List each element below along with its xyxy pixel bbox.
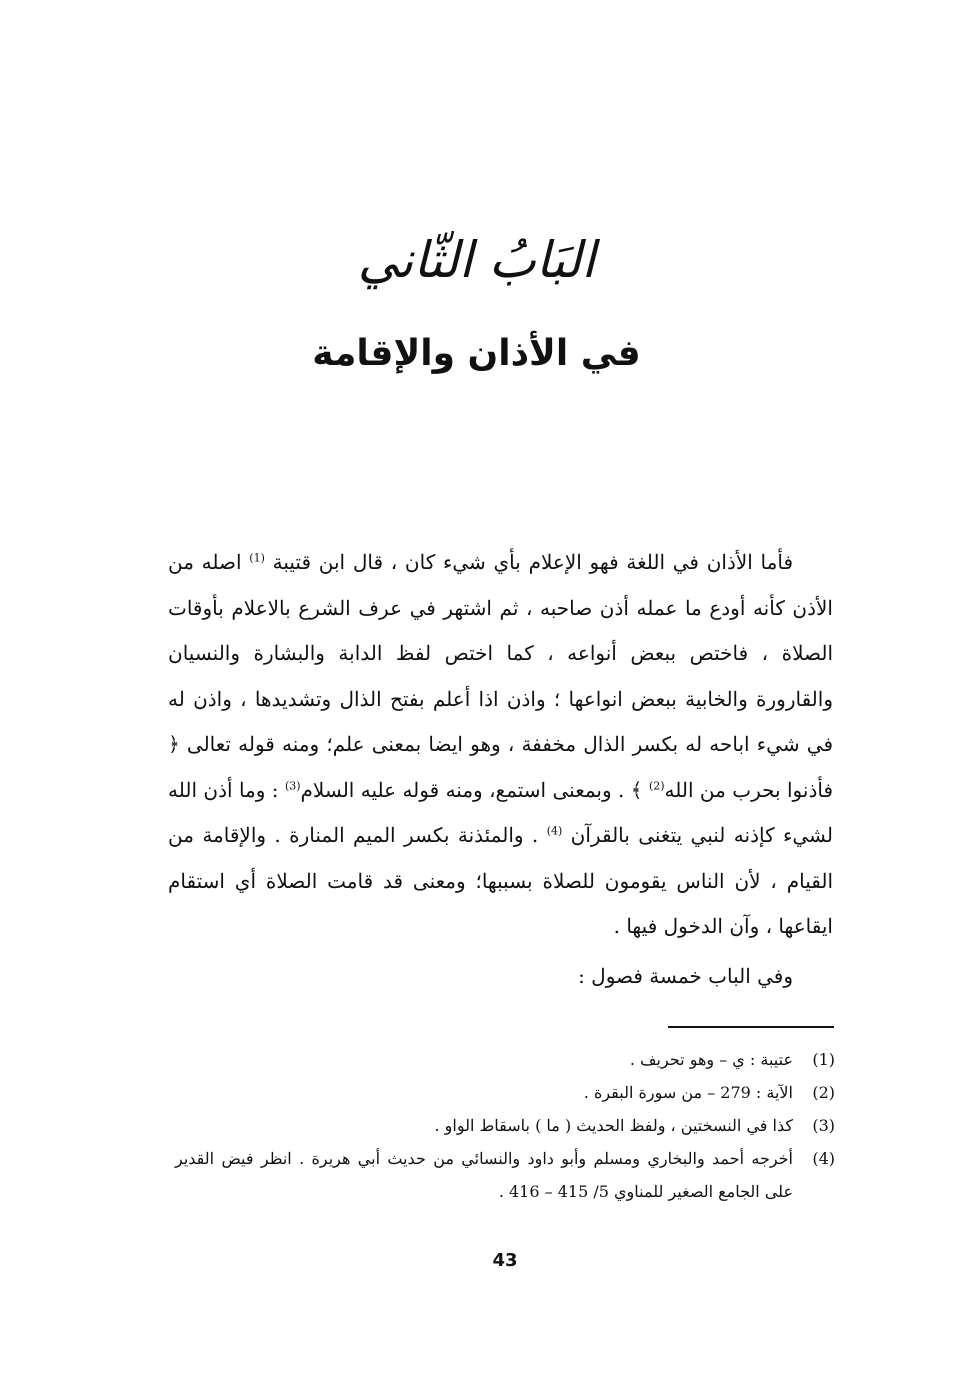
footnote-number: (4) xyxy=(812,1149,835,1168)
paragraph-chapters-note: وفي الباب خمسة فصول : xyxy=(578,963,793,988)
footnote-text: أخرجه أحمد والبخاري ومسلم وأبو داود والنسائي من حديث أبي هريرة . انظر فيض القدير على الجامع الصغير للمناوي 5/ 415 – 416 . xyxy=(175,1149,793,1201)
footnote-item xyxy=(175,1109,835,1142)
paragraph-text: ﴾ . وبمعنى استمع، ومنه قوله عليه السلام xyxy=(300,777,643,802)
footnote-text: الآية : 279 – من سورة البقرة . xyxy=(583,1083,793,1102)
footnote-number: (2) xyxy=(812,1083,835,1102)
footnote-item xyxy=(175,1043,835,1076)
footnote-divider xyxy=(668,1026,834,1028)
paragraph-text: : وما أذن الله لشيء كإذنه لنبي يتغنى بالقرآن xyxy=(168,777,833,847)
paragraph-text: اصله من الأذن كأنه أودع ما عمله أذن صاحبه ، ثم اشتهر في عرف الشرع بالاعلام بأوقات الصلاة ، فاختص ببعض أنواعه ، كما اختص لفظ الدابة والبشارة والنسيان والقارورة والخابية ببعض انواعها ؛ واذن اذا أعلم بفتح الذال وتشديدها ، واذن له في شيء اباحه له بكسر الذال مخففة ، وهو ايضا بمعنى علم؛ ومنه قوله تعالى ﴿ فأذنوا بحرب من الله xyxy=(168,550,834,802)
footnote-text: عتيبة : ي – وهو تحريف . xyxy=(629,1050,793,1069)
footnote-ref-2: (2) xyxy=(648,778,665,792)
chapter-subtitle: في الأذان والإقامة xyxy=(312,333,641,374)
paragraph-text: فأما الأذان في اللغة فهو الإعلام بأي شيء كان ، قال ابن قتيبة xyxy=(272,550,793,574)
paragraph-text: . والمئذنة بكسر الميم المنارة . والإقامة من القيام ، لأن الناس يقومون للصلاة بسببها؛ ومعنى قد قامت الصلاة أي استقام ايقاعها ، وآن الدخول فيها . xyxy=(168,823,833,938)
chapter-title: البَابُ الثّاني xyxy=(357,231,596,289)
footnotes xyxy=(175,1043,835,1208)
footnote-item xyxy=(175,1076,835,1109)
footnote-number: (1) xyxy=(812,1050,835,1069)
footnote-item xyxy=(175,1142,835,1208)
footnote-ref-1: (1) xyxy=(249,551,265,565)
body-text xyxy=(168,540,833,999)
footnote-number: (3) xyxy=(812,1116,835,1135)
footnote-ref-4: (4) xyxy=(546,824,563,838)
footnote-text: كذا في النسختين ، ولفظ الحديث ( ما ) باسقاط الواو . xyxy=(434,1116,793,1135)
page-number: 43 xyxy=(492,1250,518,1271)
paragraph-main xyxy=(168,540,833,950)
footnote-ref-3: (3) xyxy=(284,778,301,792)
